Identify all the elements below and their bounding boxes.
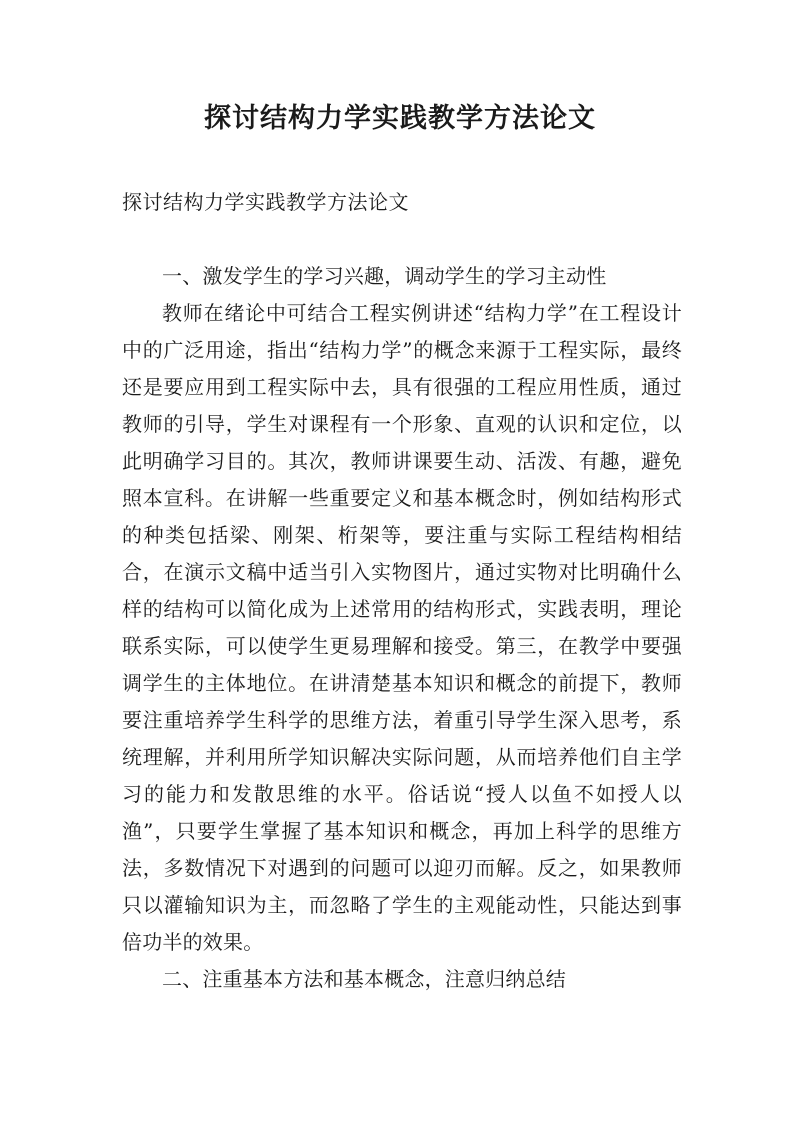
document-title: 探讨结构力学实践教学方法论文 — [204, 103, 596, 134]
document-subtitle: 探讨结构力学实践教学方法论文 — [122, 190, 409, 214]
document-body — [122, 258, 682, 998]
section-1-heading: 一、激发学生的学习兴趣，调动学生的学习主动性 — [162, 264, 607, 288]
section-1-paragraph: 教师在绪论中可结合工程实例讲述“结构力学”在工程设计中的广泛用途，指出“结构力学”的概念来源于工程实际，最终还是要应用到工程实际中去，具有很强的工程应用性质，通过教师的引导，学生对课程有一个形象、直观的认识和定位，以此明确学习目的。其次，教师讲课要生动、活泼、有趣，避免照本宣科。在讲解一些重要定义和基本概念时，例如结构形式的种类包括梁、刚架、桁架等，要注重与实际工程结构相结合，在演示文稿中适当引入实物图片，通过实物对比明确什么样的结构可以简化成为上述常用的结构形式，实践表明，理论联系实际，可以使学生更易理解和接受。第三，在教学中要强调学生的主体地位。在讲清楚基本知识和概念的前提下，教师要注重培养学生科学的思维方法，着重引导学生深入思考，系统理解，并利用所学知识解决实际问题，从而培养他们自主学习的能力和发散思维的水平。俗话说“授人以鱼不如授人以渔”，只要学生掌握了基本知识和概念，再加上科学的思维方法，多数情况下对遇到的问题可以迎刃而解。反之，如果教师只以灌输知识为主，而忽略了学生的主观能动性，只能达到事倍功半的效果。 — [122, 301, 682, 954]
section-2-heading: 二、注重基本方法和基本概念，注意归纳总结 — [162, 967, 566, 991]
